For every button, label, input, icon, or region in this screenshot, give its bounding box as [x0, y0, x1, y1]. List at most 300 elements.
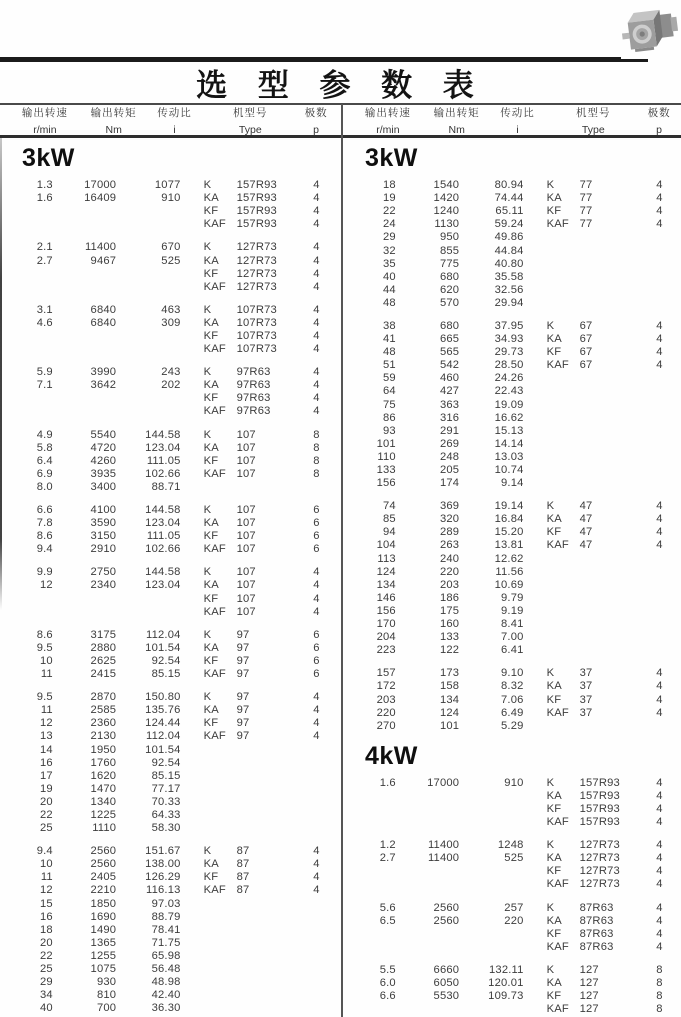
- type-prefix: KF: [203, 871, 219, 884]
- poles-cell: 4: [313, 845, 320, 858]
- table-row: [1, 691, 338, 704]
- table-row: [344, 878, 681, 891]
- table-row: [344, 990, 681, 1003]
- speed-cell: 10: [40, 654, 53, 667]
- ratio-cell: 9.14: [501, 477, 524, 490]
- table-row: [344, 539, 681, 552]
- type-model: 157R93: [579, 802, 620, 815]
- table-row: [344, 320, 681, 333]
- column-header-poles: [637, 106, 681, 139]
- speed-cell: 9.5: [36, 691, 53, 704]
- ratio-cell: 6.49: [501, 706, 524, 719]
- table-row: [344, 964, 681, 977]
- ratio-block: [1, 504, 338, 556]
- ratio-block: [344, 667, 681, 732]
- poles-cell: 4: [656, 513, 663, 526]
- torque-cell: 3150: [90, 530, 117, 543]
- speed-cell: 19: [40, 782, 53, 795]
- torque-cell: 17000: [427, 776, 460, 789]
- speed-cell: 6.0: [379, 977, 396, 990]
- table-row: [1, 884, 338, 897]
- table-row: [344, 977, 681, 990]
- type-cell: [181, 429, 295, 442]
- table-row: [344, 839, 681, 852]
- type-model: 127R73: [579, 865, 620, 878]
- table-row: [1, 898, 338, 911]
- ratio-cell: 78.41: [151, 923, 181, 936]
- type-cell: [181, 629, 295, 642]
- type-cell: [181, 704, 295, 717]
- poles-cell: 6: [313, 504, 320, 517]
- ratio-header-cn: 传动比: [157, 107, 192, 119]
- type-prefix: K: [203, 845, 212, 858]
- column-header-poles: [294, 106, 338, 139]
- ratio-cell: 101.54: [145, 743, 181, 756]
- torque-cell: 2870: [90, 691, 117, 704]
- ratio-block: [1, 429, 338, 494]
- type-model: 97: [236, 641, 250, 654]
- table-row: [1, 845, 338, 858]
- type-prefix: KF: [546, 693, 562, 706]
- speed-cell: 16: [40, 756, 53, 769]
- table-row: [1, 481, 338, 494]
- type-prefix: KAF: [546, 706, 569, 719]
- table-row: [344, 513, 681, 526]
- torque-cell: 3642: [90, 379, 117, 392]
- poles-cell: 4: [313, 267, 320, 280]
- type-model: 97R63: [236, 379, 271, 392]
- type-model: 107: [236, 543, 256, 556]
- type-model: 87R63: [579, 914, 614, 927]
- poles-cell: 4: [656, 865, 663, 878]
- ratio-cell: 16.62: [494, 411, 524, 424]
- torque-cell: 133: [439, 631, 460, 644]
- type-cell: [524, 539, 638, 552]
- type-cell: [524, 777, 638, 790]
- type-model: 87R63: [579, 901, 614, 914]
- poles-cell: 8: [656, 990, 663, 1003]
- type-model: 97: [236, 717, 250, 730]
- poles-cell: 4: [656, 693, 663, 706]
- ratio-header-cn: 传动比: [500, 107, 535, 119]
- ratio-cell: 29.73: [494, 346, 524, 359]
- table-row: [344, 372, 681, 385]
- type-model: 67: [579, 346, 593, 359]
- speed-cell: 22: [40, 949, 53, 962]
- speed-cell: 32: [383, 244, 396, 257]
- speed-cell: 22: [383, 205, 396, 218]
- speed-cell: 4.9: [36, 428, 53, 441]
- torque-cell: 2625: [90, 654, 117, 667]
- type-model: 97: [236, 628, 250, 641]
- ratio-cell: 59.24: [494, 218, 524, 231]
- type-model: 107: [236, 517, 256, 530]
- poles-cell: 4: [656, 816, 663, 829]
- left-sections: [1, 139, 338, 1015]
- table-row: [1, 757, 338, 770]
- poles-cell: 4: [656, 192, 663, 205]
- type-prefix: K: [546, 901, 555, 914]
- type-model: 97: [236, 668, 250, 681]
- type-prefix: KAF: [546, 940, 569, 953]
- ratio-cell: 126.29: [145, 871, 181, 884]
- type-cell: [524, 218, 638, 231]
- type-prefix: KA: [203, 379, 219, 392]
- type-cell: [524, 977, 638, 990]
- type-model: 127R73: [236, 241, 277, 254]
- ratio-block: [344, 777, 681, 829]
- torque-cell: 2910: [90, 543, 117, 556]
- table-row: [344, 284, 681, 297]
- table-row: [344, 205, 681, 218]
- table-row: [1, 989, 338, 1002]
- ratio-block: [344, 902, 681, 954]
- column-header-type: [549, 106, 637, 139]
- table-row: [1, 241, 338, 254]
- ratio-cell: 97.03: [151, 897, 181, 910]
- type-prefix: KA: [546, 680, 562, 693]
- type-cell: [181, 717, 295, 730]
- ratio-header-unit: i: [516, 124, 519, 136]
- type-prefix: KA: [546, 977, 562, 990]
- torque-cell: 427: [439, 385, 460, 398]
- torque-cell: 665: [439, 333, 460, 346]
- type-cell: [181, 268, 295, 281]
- torque-cell: 2130: [90, 730, 117, 743]
- table-row: [344, 693, 681, 706]
- ratio-cell: 15.20: [494, 526, 524, 539]
- poles-cell: 4: [656, 776, 663, 789]
- torque-cell: 6840: [90, 303, 117, 316]
- poles-cell: 4: [656, 680, 663, 693]
- ratio-block: [1, 304, 338, 356]
- speed-cell: 93: [383, 424, 396, 437]
- table-row: [1, 530, 338, 543]
- type-header-unit: Type: [238, 124, 262, 136]
- type-prefix: K: [546, 839, 555, 852]
- torque-cell: 2560: [433, 901, 460, 914]
- type-model: 157R93: [236, 205, 277, 218]
- table-row: [344, 680, 681, 693]
- type-prefix: KA: [203, 254, 219, 267]
- poles-cell: 4: [313, 605, 320, 618]
- table-row: [344, 231, 681, 244]
- torque-cell: 3400: [90, 480, 117, 493]
- speed-cell: 85: [383, 513, 396, 526]
- type-model: 107: [236, 467, 256, 480]
- poles-cell: 4: [656, 914, 663, 927]
- speed-cell: 24: [383, 218, 396, 231]
- ratio-cell: 13.81: [494, 539, 524, 552]
- type-prefix: KA: [546, 192, 562, 205]
- speed-cell: 41: [383, 333, 396, 346]
- type-prefix: KF: [203, 717, 219, 730]
- table-row: [344, 244, 681, 257]
- type-prefix: KA: [203, 579, 219, 592]
- type-model: 97R63: [236, 405, 271, 418]
- type-prefix: KA: [546, 852, 562, 865]
- type-prefix: KA: [203, 858, 219, 871]
- torque-cell: 4260: [90, 454, 117, 467]
- type-cell: [181, 504, 295, 517]
- type-prefix: KA: [546, 914, 562, 927]
- type-cell: [181, 379, 295, 392]
- type-cell: [524, 346, 638, 359]
- ratio-cell: 7.06: [501, 693, 524, 706]
- type-prefix: KAF: [546, 878, 569, 891]
- type-cell: [524, 839, 638, 852]
- poles-cell: 4: [313, 192, 320, 205]
- type-model: 67: [579, 359, 593, 372]
- speed-cell: 19: [383, 192, 396, 205]
- type-model: 97R63: [236, 366, 271, 379]
- type-cell: [524, 902, 638, 915]
- type-cell: [181, 330, 295, 343]
- speed-cell: 16: [40, 910, 53, 923]
- poles-cell: 4: [313, 405, 320, 418]
- type-model: 87R63: [579, 940, 614, 953]
- table-row: [344, 1003, 681, 1016]
- ratio-cell: 77.17: [151, 782, 181, 795]
- ratio-cell: 29.94: [494, 296, 524, 309]
- torque-cell: 1490: [90, 923, 117, 936]
- ratio-block: [344, 964, 681, 1016]
- poles-cell: 4: [656, 319, 663, 332]
- torque-cell: 174: [439, 477, 460, 490]
- type-model: 127R73: [579, 839, 620, 852]
- type-cell: [524, 803, 638, 816]
- poles-cell: 4: [656, 706, 663, 719]
- torque-cell: 2750: [90, 566, 117, 579]
- ratio-block: [344, 839, 681, 891]
- ratio-cell: 88.79: [151, 910, 181, 923]
- table-row: [1, 655, 338, 668]
- type-prefix: K: [203, 691, 212, 704]
- torque-header-cn: 输出转矩: [90, 107, 137, 119]
- torque-cell: 1225: [90, 808, 117, 821]
- page-title: 选 型 参 数 表: [196, 68, 485, 103]
- type-model: 87R63: [579, 927, 614, 940]
- type-prefix: KF: [203, 392, 219, 405]
- speed-cell: 18: [40, 923, 53, 936]
- table-row: [1, 405, 338, 418]
- speed-cell: 156: [376, 604, 396, 617]
- torque-cell: 175: [439, 604, 460, 617]
- poles-cell: 4: [313, 366, 320, 379]
- table-row: [344, 192, 681, 205]
- torque-cell: 16409: [84, 192, 117, 205]
- ratio-cell: 71.75: [151, 936, 181, 949]
- speed-cell: 48: [383, 346, 396, 359]
- ratio-cell: 463: [161, 303, 181, 316]
- speed-cell: 18: [383, 179, 396, 192]
- poles-cell: 4: [313, 379, 320, 392]
- table-row: [1, 668, 338, 681]
- speed-cell: 6.9: [36, 467, 53, 480]
- type-cell: [524, 500, 638, 513]
- power-heading: 3kW: [22, 144, 75, 172]
- ratio-header-unit: i: [173, 124, 176, 136]
- ratio-cell: 7.00: [501, 631, 524, 644]
- type-prefix: KA: [203, 441, 219, 454]
- torque-cell: 1760: [90, 756, 117, 769]
- type-cell: [524, 513, 638, 526]
- ratio-cell: 309: [161, 316, 181, 329]
- table-row: [344, 790, 681, 803]
- type-model: 87: [236, 845, 250, 858]
- type-model: 97: [236, 730, 250, 743]
- type-prefix: KAF: [546, 539, 569, 552]
- ratio-block: [1, 566, 338, 618]
- type-prefix: KF: [546, 346, 562, 359]
- torque-cell: 2405: [90, 871, 117, 884]
- gear-reducer-photo-svg: [621, 5, 681, 59]
- type-prefix: K: [546, 963, 555, 976]
- ratio-cell: 101.54: [145, 641, 181, 654]
- speed-cell: 9.9: [36, 566, 53, 579]
- poles-cell: 4: [313, 179, 320, 192]
- type-cell: [181, 192, 295, 205]
- table-row: [344, 707, 681, 720]
- ratio-cell: 9.79: [501, 591, 524, 604]
- type-model: 97R63: [236, 392, 271, 405]
- torque-cell: 2880: [90, 641, 117, 654]
- type-model: 37: [579, 706, 593, 719]
- poles-cell: 4: [313, 241, 320, 254]
- speed-cell: 12: [40, 717, 53, 730]
- torque-cell: 122: [439, 644, 460, 657]
- type-prefix: KF: [546, 927, 562, 940]
- type-model: 107: [236, 428, 256, 441]
- ratio-cell: 910: [504, 776, 524, 789]
- ratio-cell: 112.04: [145, 628, 181, 641]
- type-cell: [524, 790, 638, 803]
- torque-cell: 460: [439, 372, 460, 385]
- type-cell: [524, 667, 638, 680]
- type-prefix: KF: [203, 267, 219, 280]
- torque-cell: 134: [439, 693, 460, 706]
- type-model: 47: [579, 526, 593, 539]
- type-model: 107R73: [236, 343, 277, 356]
- type-prefix: KA: [203, 641, 219, 654]
- type-cell: [181, 691, 295, 704]
- torque-cell: 173: [439, 667, 460, 680]
- table-row: [344, 258, 681, 271]
- poles-cell: 4: [656, 878, 663, 891]
- torque-cell: 855: [439, 244, 460, 257]
- type-header-unit: Type: [581, 124, 605, 136]
- poles-cell: 4: [313, 316, 320, 329]
- type-prefix: KAF: [203, 605, 226, 618]
- type-model: 127: [579, 977, 599, 990]
- torque-cell: 11400: [427, 839, 460, 852]
- torque-cell: 5540: [90, 428, 117, 441]
- table-row: [344, 179, 681, 192]
- ratio-cell: 19.14: [494, 500, 524, 513]
- torque-cell: 6840: [90, 316, 117, 329]
- speed-cell: 22: [40, 808, 53, 821]
- table-row: [1, 924, 338, 937]
- torque-cell: 158: [439, 680, 460, 693]
- speed-cell: 20: [40, 936, 53, 949]
- type-model: 157R93: [579, 776, 620, 789]
- type-model: 127R73: [579, 852, 620, 865]
- type-prefix: KAF: [546, 816, 569, 829]
- torque-cell: 680: [439, 319, 460, 332]
- speed-cell: 6.5: [379, 914, 396, 927]
- poles-cell: 6: [313, 654, 320, 667]
- type-cell: [181, 642, 295, 655]
- table-row: [1, 468, 338, 481]
- table-row: [1, 179, 338, 192]
- poles-cell: 4: [656, 539, 663, 552]
- table-row: [344, 271, 681, 284]
- type-prefix: KAF: [203, 668, 226, 681]
- type-prefix: KAF: [546, 1003, 569, 1016]
- ratio-cell: 1077: [154, 179, 181, 192]
- type-cell: [524, 320, 638, 333]
- column-header-type: [206, 106, 294, 139]
- poles-cell: 4: [656, 940, 663, 953]
- ratio-cell: 124.44: [145, 717, 181, 730]
- ratio-cell: 151.67: [145, 845, 181, 858]
- poles-cell: 4: [313, 884, 320, 897]
- type-model: 47: [579, 500, 593, 513]
- table-row: [344, 592, 681, 605]
- speed-cell: 86: [383, 411, 396, 424]
- type-cell: [181, 343, 295, 356]
- type-model: 127: [579, 1003, 599, 1016]
- type-prefix: K: [203, 566, 212, 579]
- table-row: [344, 777, 681, 790]
- ratio-cell: 49.86: [494, 231, 524, 244]
- ratio-cell: 243: [161, 366, 181, 379]
- speed-cell: 35: [383, 257, 396, 270]
- table-row: [1, 606, 338, 619]
- ratio-cell: 65.98: [151, 949, 181, 962]
- table-row: [344, 902, 681, 915]
- type-prefix: K: [203, 179, 212, 192]
- table-row: [1, 543, 338, 556]
- type-model: 97: [236, 691, 250, 704]
- column-header-speed: [348, 106, 428, 139]
- speed-cell: 8.6: [36, 530, 53, 543]
- poles-cell: 4: [656, 852, 663, 865]
- type-cell: [524, 359, 638, 372]
- torque-cell: 1620: [90, 769, 117, 782]
- torque-cell: 3990: [90, 366, 117, 379]
- speed-cell: 6.4: [36, 454, 53, 467]
- speed-header-unit: r/min: [33, 124, 57, 136]
- type-model: 67: [579, 319, 593, 332]
- table-row: [1, 517, 338, 530]
- column-header-torque: [85, 106, 143, 139]
- speed-cell: 13: [40, 730, 53, 743]
- type-cell: [181, 655, 295, 668]
- table-row: [344, 425, 681, 438]
- table-row: [344, 605, 681, 618]
- ratio-cell: 123.04: [145, 441, 181, 454]
- poles-cell: 8: [656, 1003, 663, 1016]
- speed-cell: 223: [376, 644, 396, 657]
- table-row: [344, 579, 681, 592]
- speed-header-cn: 输出转速: [21, 107, 68, 119]
- table-row: [344, 915, 681, 928]
- table-row: [344, 566, 681, 579]
- center-column-divider: [341, 104, 343, 1017]
- poles-cell: 6: [313, 530, 320, 543]
- type-model: 77: [579, 192, 593, 205]
